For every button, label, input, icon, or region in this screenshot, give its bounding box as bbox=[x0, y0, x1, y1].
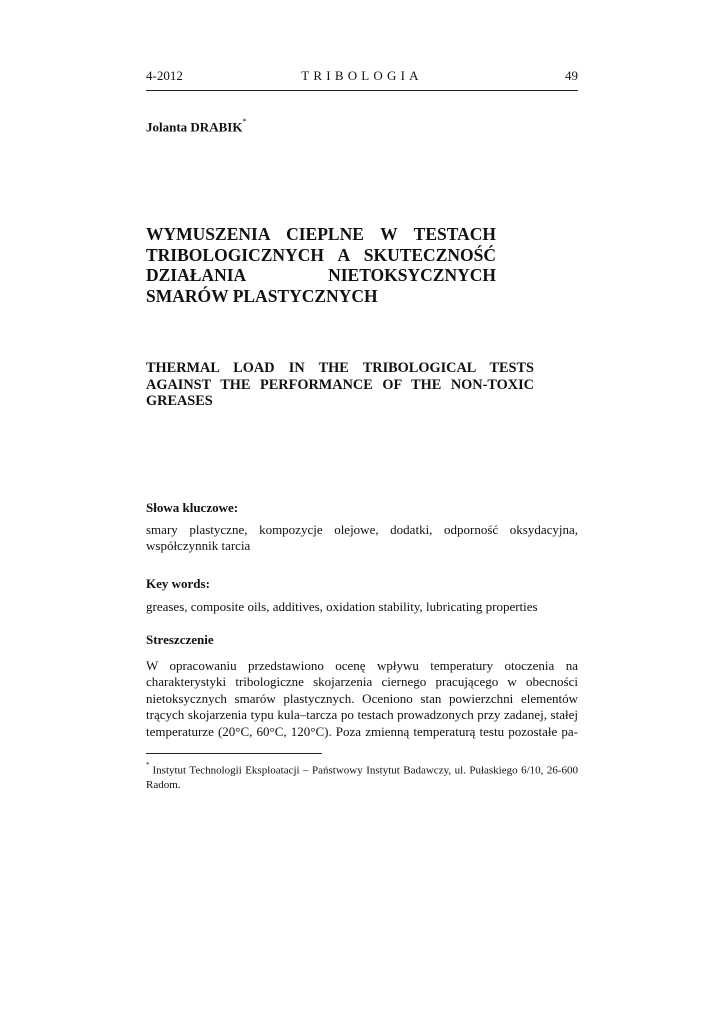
footnote-divider bbox=[146, 753, 322, 754]
abstract-text: W opracowaniu przedstawiono ocenę wpływu temperatury otoczenia na charakterystyki tribologiczne skojarzenia ciernego pracującego w obecności nietoksycznych smarów plastycznych. Oceniono stan powierzchni elementów trących skojarzenia typu kula–tarcza po testach prowadzonych przy zadanej, stałej temperaturze (20°C, 60°C, 120°C). Poza zmienną temperaturą testu pozostałe pa- bbox=[146, 658, 578, 739]
keywords-pl-heading: Słowa kluczowe: bbox=[146, 500, 239, 515]
keywords-en-heading: Key words: bbox=[146, 576, 210, 591]
keywords-en-text: greases, composite oils, additives, oxidation stability, lubricating properties bbox=[146, 599, 538, 614]
keywords-pl-text: smary plastyczne, kompozycje olejowe, dodatki, odporność oksydacyjna, współczynnik tarcia bbox=[146, 522, 578, 554]
author-name: Jolanta DRABIK bbox=[146, 119, 243, 135]
author-line bbox=[146, 119, 246, 135]
journal-name: TRIBOLOGIA bbox=[301, 68, 423, 83]
running-header bbox=[146, 68, 578, 91]
page-number: 49 bbox=[565, 68, 578, 83]
title-polish: WYMUSZENIA CIEPLNE W TESTACH TRIBOLOGICZNYCH A SKUTECZNOŚĆ DZIAŁANIA NIETOKSYCZNYCH SMARÓW PLASTYCZNYCH bbox=[146, 224, 496, 306]
footnote-text: Instytut Technologii Eksploatacji – Państwowy Instytut Badawczy, ul. Pułaskiego 6/10, 26-600 Radom. bbox=[146, 764, 578, 791]
author-footnote-mark: * bbox=[242, 117, 247, 126]
title-english: THERMAL LOAD IN THE TRIBOLOGICAL TESTS AGAINST THE PERFORMANCE OF THE NON-TOXIC GREASES bbox=[146, 360, 534, 410]
footnote-mark: * bbox=[146, 761, 150, 769]
issue-number: 4-2012 bbox=[146, 68, 183, 83]
footnote bbox=[146, 760, 578, 792]
abstract-heading: Streszczenie bbox=[146, 632, 214, 647]
